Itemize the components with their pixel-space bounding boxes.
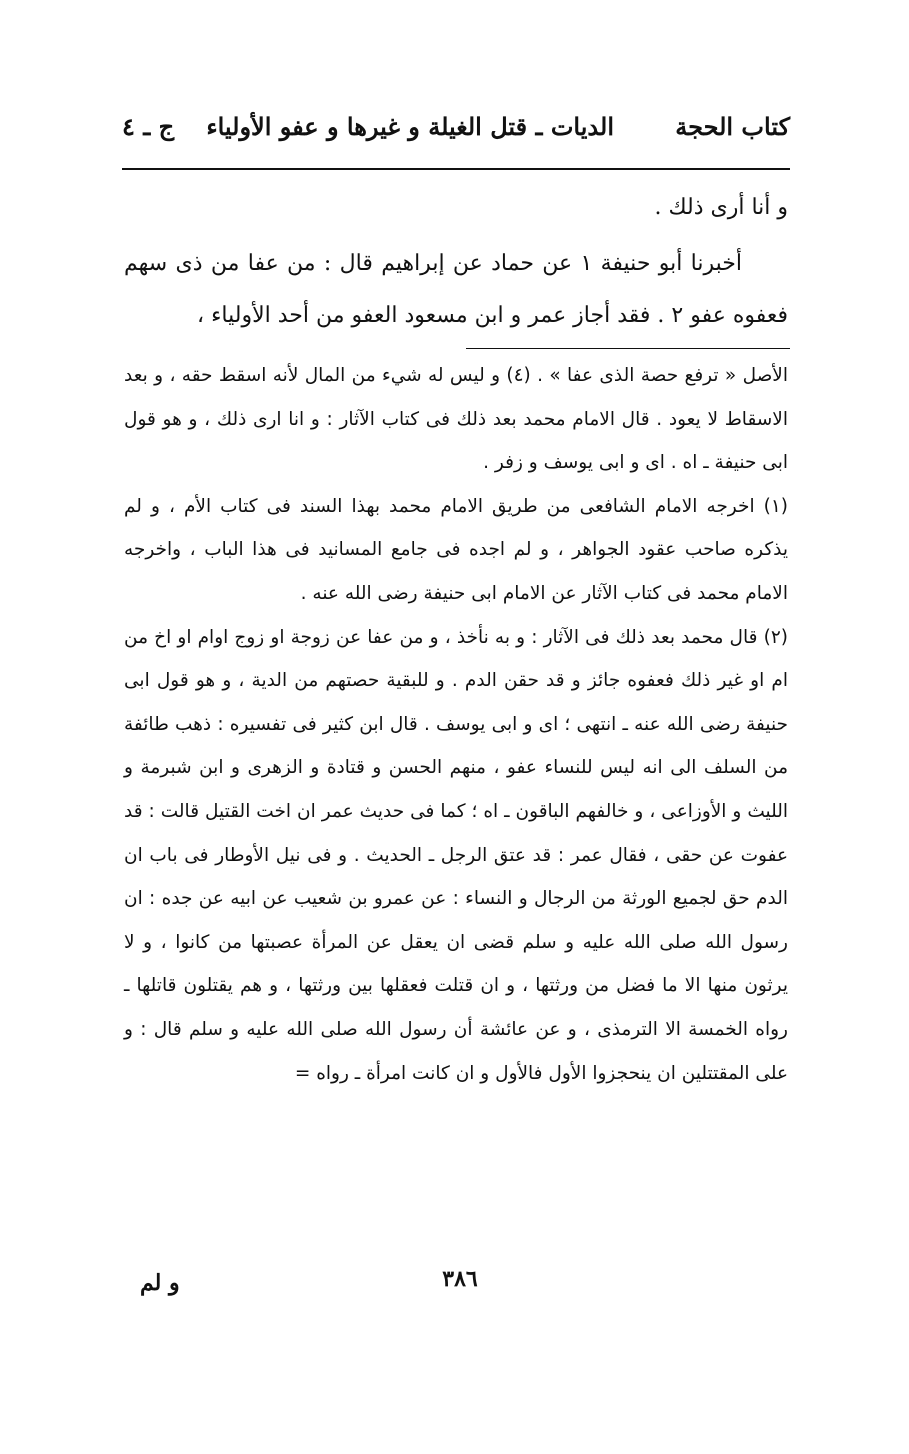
main-paragraph: و أنا أرى ذلك . (654, 195, 788, 220)
footnote: (٢) قال محمد بعد ذلك فى الآثار : و به نأخذ ، و من عفا عن زوجة او زوج اوام او اخ من ام او غير ذلك فعفوه جائز و قد حقن الدم . و للبقية حصتهم من الدية ، و هو قول ابى حنيفة رضى الله عنه ـ انتهى ؛ اى و ابى يوسف . قال ابن كثير فى تفسيره : ذهب طائفة من السلف الى انه ليس للنساء عفو ، منهم الحسن و قتادة و الزهرى و ابن شبرمة و الليث و الأوزاعى ، و خالفهم الباقون ـ اه ؛ كما فى حديث عمر ان اخت القتيل قالت : قد عفوت عن حقى ، فقال عمر : قد عتق الرجل ـ الحديث . و فى نيل الأوطار فى باب ان الدم حق لجميع الورثة من الرجال و النساء : عن عمرو بن شعيب عن ابيه عن جده : ان رسول الله صلى الله عليه و سلم قضى ان يعقل عن المرأة عصبتها من كانوا ، و لا يرثون منها الا ما فضل من ورثتها ، و ان قتلت فعقلها بين ورثتها ، و هم يقتلون قاتلها ـ رواه الخمسة الا الترمذى ، و عن عائشة أن رسول الله صلى الله عليه و سلم قال : و على المقتتلين ان ينحجزوا الأول فالأول و ان كانت امرأة ـ رواه = (124, 626, 788, 1084)
footnotes (124, 354, 788, 1095)
footnote: (١) اخرجه الامام الشافعى من طريق الامام محمد بهذا السند فى كتاب الأم ، و لم يذكره صاحب عقود الجواهر ، و لم اجده فى جامع المسانيد فى هذا الباب ، واخرجه الامام محمد فى كتاب الآثار عن الامام ابى حنيفة رضى الله عنه . (124, 495, 788, 604)
volume-number: ج ـ ٤ (122, 112, 175, 141)
catchword: و لم (140, 1270, 180, 1296)
page-number: ٣٨٦ (442, 1266, 478, 1292)
chapter-title: الديات ـ قتل الغيلة و غيرها و عفو الأولياء (206, 112, 614, 141)
header-rule (122, 168, 790, 170)
footnote: الأصل « ترفع حصة الذى عفا » . (٤) و ليس له شيء من المال لأنه اسقط حقه ، و بعد الاسقاط لا يعود . قال الامام محمد بعد ذلك فى كتاب الآثار : و انا ارى ذلك ، و هو قول ابى حنيفة ـ اه . اى و ابى يوسف و زفر . (124, 365, 788, 474)
running-head (122, 104, 790, 154)
main-paragraph: أخبرنا أبو حنيفة ١ عن حماد عن إبراهيم قال : من عفا من ذى سهم فعفوه عفو ٢ . فقد أجاز عمر و ابن مسعود العفو من أحد الأولياء ، (124, 251, 788, 328)
book-title: كتاب الحجة (675, 112, 790, 141)
main-text (124, 182, 788, 342)
footnote-separator (466, 348, 790, 349)
